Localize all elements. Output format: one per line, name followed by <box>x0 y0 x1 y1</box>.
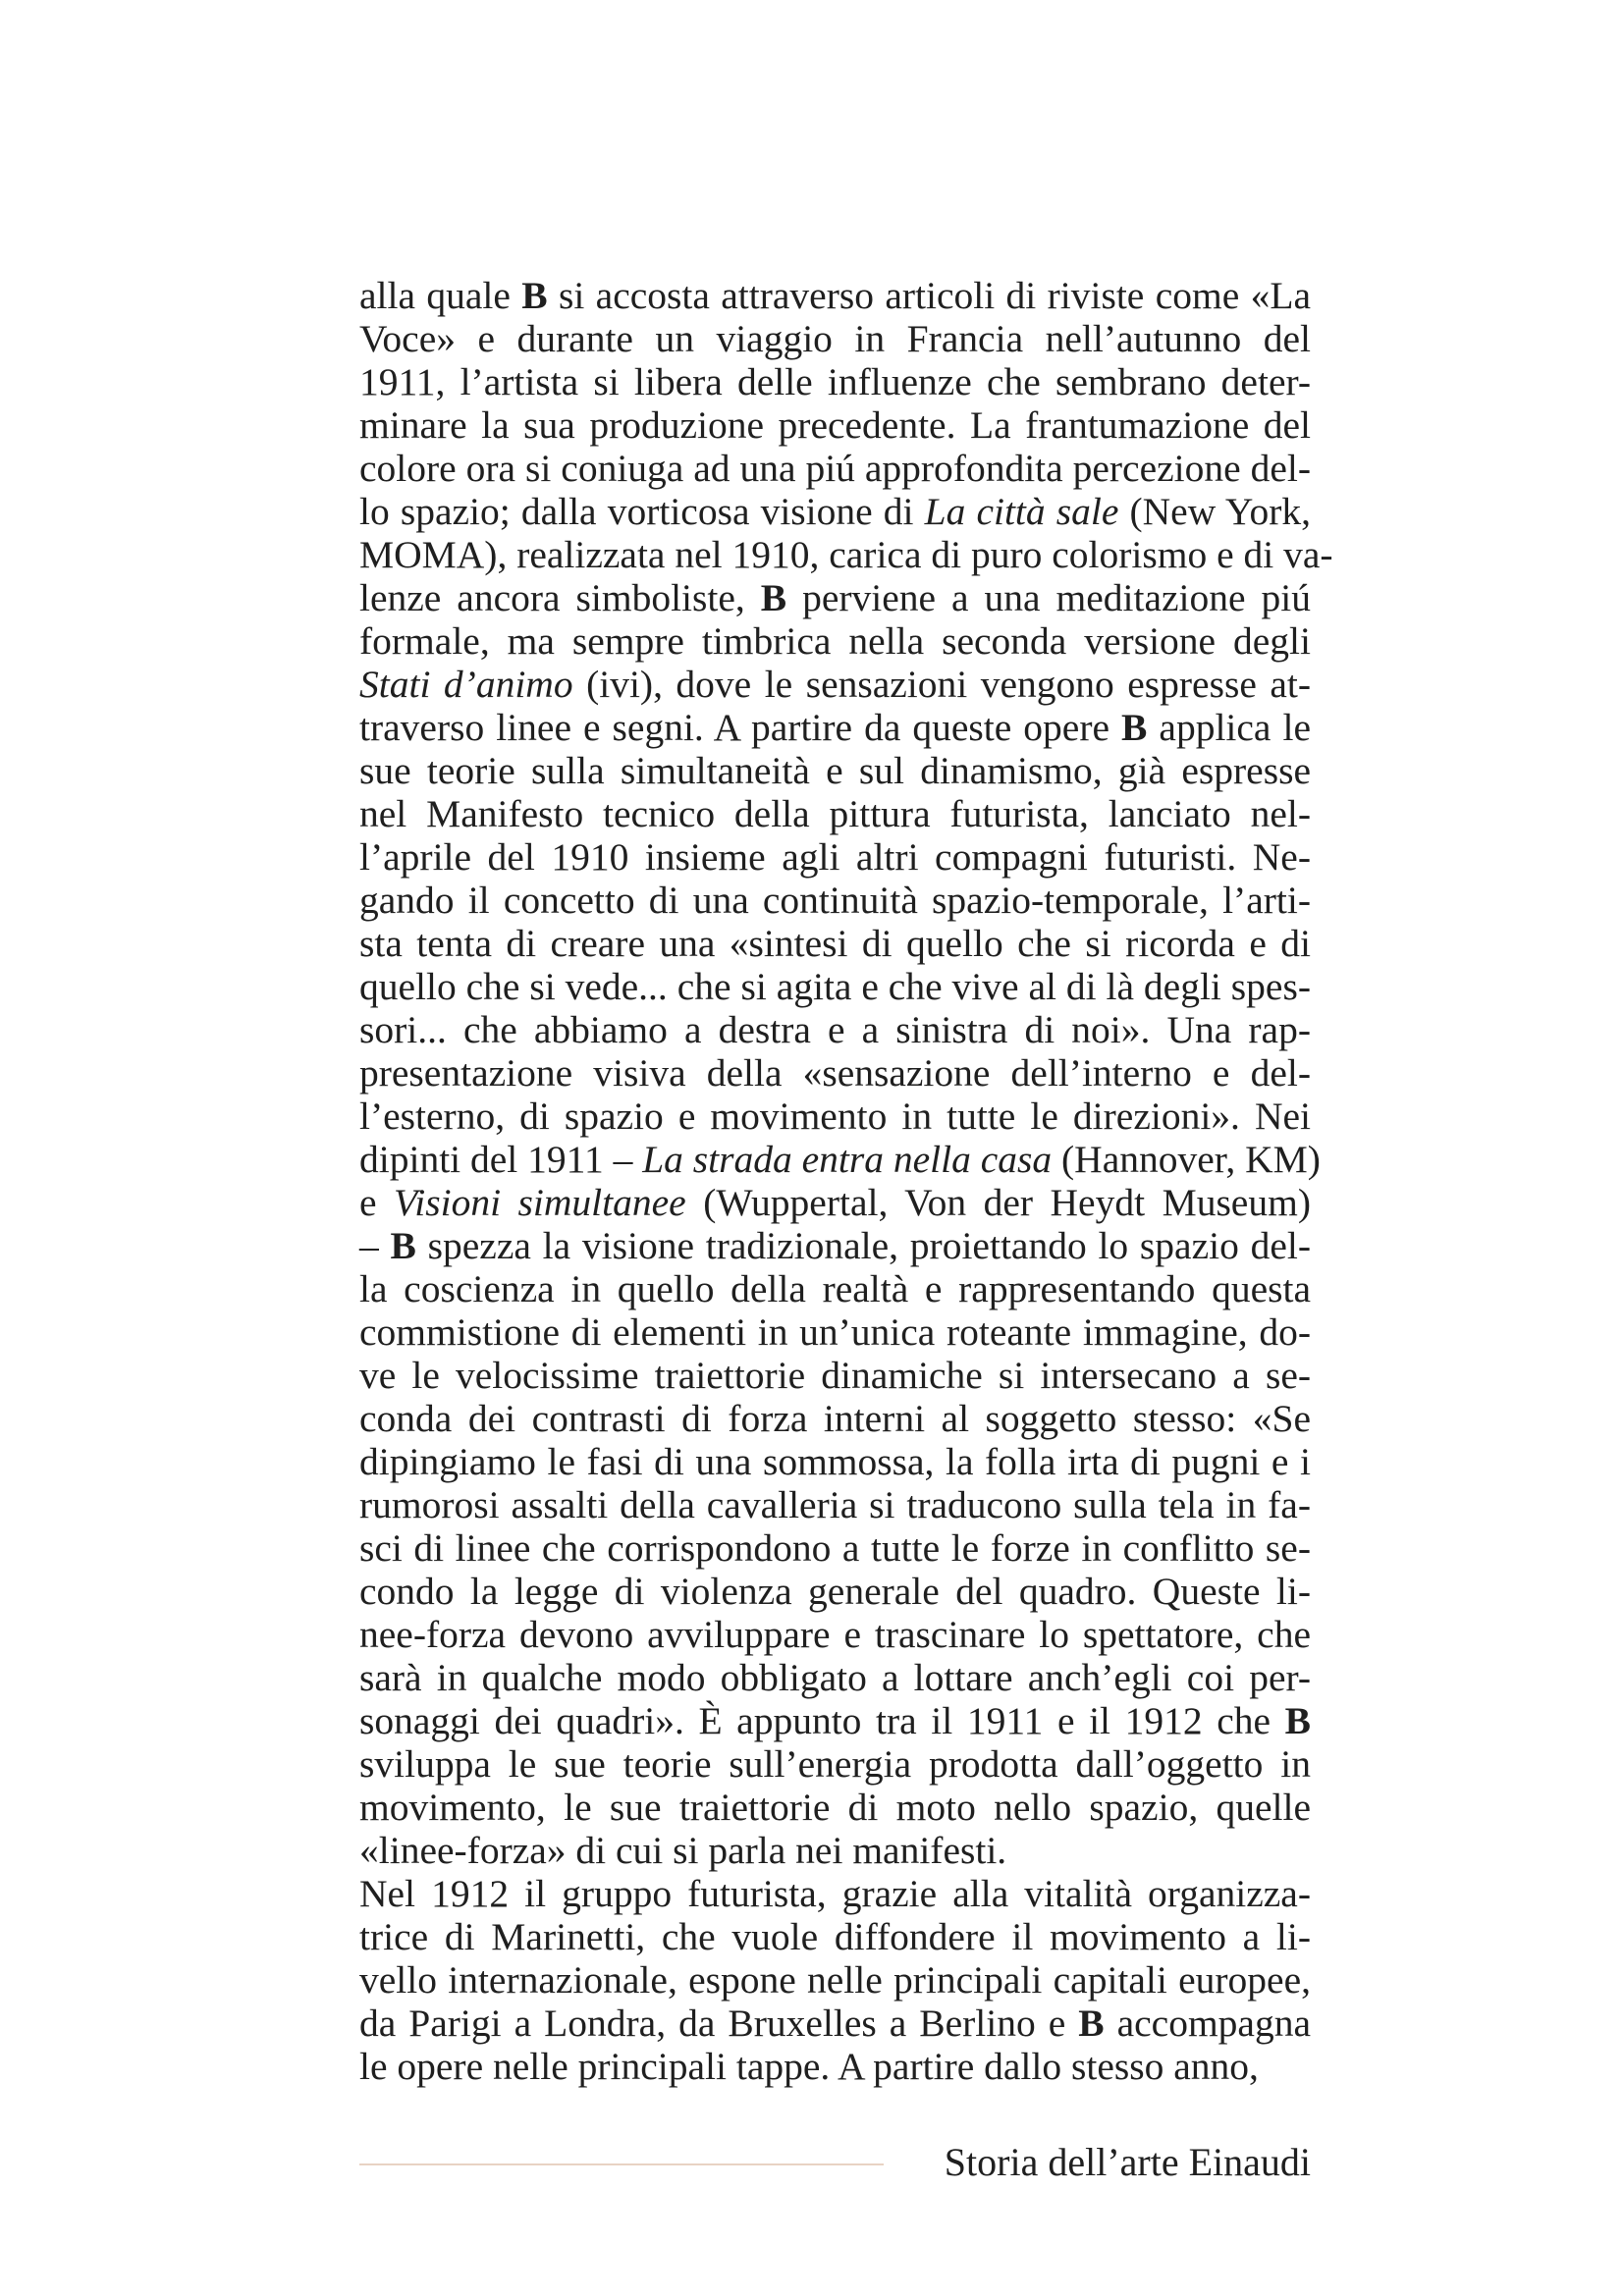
text-segment: traverso linee e segni. A partire da queste opere <box>359 706 1122 749</box>
text-segment: l’esterno, di spazio e movimento in tutte le direzioni». Nei <box>359 1095 1311 1138</box>
artwork-title: Visioni simultanee <box>394 1181 686 1224</box>
text-line <box>359 1872 1311 1915</box>
text-segment: sci di linee che corrispondono a tutte le forze in conflitto se- <box>359 1526 1311 1570</box>
artwork-title: La strada entra nella casa <box>642 1138 1053 1181</box>
text-line <box>359 1181 1311 1224</box>
footer-rule <box>359 2163 884 2165</box>
text-line <box>359 749 1311 792</box>
text-segment: vello internazionale, espone nelle principali capitali europee, <box>359 1958 1311 2002</box>
text-line <box>359 1699 1311 1742</box>
text-line <box>359 965 1311 1008</box>
text-segment: spezza la visione tradizionale, proiettando lo spazio del- <box>415 1224 1312 1267</box>
text-line <box>359 1051 1311 1095</box>
text-line <box>359 447 1311 490</box>
text-line <box>359 1354 1311 1397</box>
text-segment: commistione di elementi in un’unica roteante immagine, do- <box>359 1310 1311 1354</box>
text-line <box>359 922 1311 965</box>
text-segment: 1911, l’artista si libera delle influenze che sembrano deter- <box>359 360 1311 403</box>
text-line <box>359 1397 1311 1440</box>
text-line <box>359 1008 1311 1051</box>
text-segment: Voce» e durante un viaggio in Francia nell’autunno del <box>359 317 1311 360</box>
text-line <box>359 1526 1311 1570</box>
text-line <box>359 2002 1311 2045</box>
text-segment: le opere nelle principali tappe. A partire dallo stesso anno, <box>359 2045 1259 2088</box>
author-initial: B <box>1078 2002 1105 2045</box>
text-segment: dipinti del 1911 – <box>359 1138 643 1181</box>
author-initial: B <box>1121 706 1148 749</box>
text-segment: e <box>359 1181 395 1224</box>
text-line <box>359 1829 1311 1872</box>
text-line <box>359 2045 1311 2088</box>
text-segment: sta tenta di creare una «sintesi di quello che si ricorda e di <box>359 922 1311 965</box>
artwork-title: Stati d’animo <box>359 663 573 706</box>
text-line <box>359 1915 1311 1958</box>
text-line <box>359 706 1311 749</box>
text-segment: sori... che abbiamo a destra e a sinistra di noi». Una rap- <box>359 1008 1311 1051</box>
footer-title: Storia dell’arte Einaudi <box>944 2140 1311 2184</box>
text-segment: alla quale <box>359 274 522 317</box>
text-segment: movimento, le sue traiettorie di moto nello spazio, quelle <box>359 1786 1311 1829</box>
text-line <box>359 792 1311 835</box>
text-segment: (Hannover, KM) <box>1052 1138 1321 1181</box>
text-line <box>359 1570 1311 1613</box>
text-segment: nel Manifesto tecnico della pittura futurista, lanciato nel- <box>359 792 1311 835</box>
text-segment: Nel 1912 il gruppo futurista, grazie alla vitalità organizza- <box>359 1872 1311 1915</box>
text-segment: colore ora si coniuga ad una piú approfondita percezione del- <box>359 447 1311 490</box>
text-line <box>359 1310 1311 1354</box>
text-segment: conda dei contrasti di forza interni al soggetto stesso: «Se <box>359 1397 1311 1440</box>
text-segment: condo la legge di violenza generale del quadro. Queste li- <box>359 1570 1311 1613</box>
text-line <box>359 619 1311 663</box>
text-segment: (New York, <box>1118 490 1311 533</box>
text-segment: l’aprile del 1910 insieme agli altri compagni futuristi. Ne- <box>359 835 1311 879</box>
author-initial: B <box>1284 1699 1311 1742</box>
author-initial: B <box>521 274 548 317</box>
text-segment: trice di Marinetti, che vuole diffondere il movimento a li- <box>359 1915 1311 1958</box>
text-line <box>359 1483 1311 1526</box>
body-text <box>359 274 1333 2088</box>
text-segment: accompagna <box>1104 2002 1311 2045</box>
text-segment: presentazione visiva della «sensazione dell’interno e del- <box>359 1051 1311 1095</box>
text-line <box>359 1742 1311 1786</box>
text-segment: sviluppa le sue teorie sull’energia prodotta dall’oggetto in <box>359 1742 1311 1786</box>
text-segment: (ivi), dove le sensazioni vengono espresse at- <box>572 663 1312 706</box>
text-line <box>359 1224 1311 1267</box>
text-segment: si accosta attraverso articoli di riviste come «La <box>547 274 1311 317</box>
text-segment: – <box>359 1224 391 1267</box>
text-segment: sue teorie sulla simultaneità e sul dinamismo, già espresse <box>359 749 1311 792</box>
text-line <box>359 274 1311 317</box>
text-segment: ve le velocissime traiettorie dinamiche si intersecano a se- <box>359 1354 1311 1397</box>
text-segment: sarà in qualche modo obbligato a lottare anch’egli coi per- <box>359 1656 1311 1699</box>
text-line <box>359 317 1311 360</box>
artwork-title: La città sale <box>924 490 1119 533</box>
text-segment: MOMA), realizzata nel 1910, carica di puro colorismo e di va- <box>359 533 1333 576</box>
text-segment: (Wuppertal, Von der Heydt Museum) <box>685 1181 1311 1224</box>
text-segment: perviene a una meditazione piú <box>786 576 1311 619</box>
text-segment: lo spazio; dalla vorticosa visione di <box>359 490 925 533</box>
text-line <box>359 879 1311 922</box>
author-initial: B <box>390 1224 416 1267</box>
author-initial: B <box>760 576 787 619</box>
text-line <box>359 1267 1311 1310</box>
text-line <box>359 1786 1311 1829</box>
text-line <box>359 533 1333 576</box>
text-segment: gando il concetto di una continuità spazio-temporale, l’arti- <box>359 879 1311 922</box>
text-line <box>359 490 1311 533</box>
text-segment: minare la sua produzione precedente. La frantumazione del <box>359 403 1311 447</box>
text-line <box>359 1095 1311 1138</box>
text-line <box>359 1440 1311 1483</box>
text-segment: «linee-forza» di cui si parla nei manifesti. <box>359 1829 1007 1872</box>
text-segment: quello che si vede... che si agita e che vive al di là degli spes- <box>359 965 1311 1008</box>
text-segment: nee-forza devono avvilupparе e trascinare lo spettatore, che <box>359 1613 1311 1656</box>
text-line <box>359 835 1311 879</box>
text-line <box>359 1958 1311 2002</box>
text-segment: la coscienza in quello della realtà e rappresentando questa <box>359 1267 1311 1310</box>
text-segment: formale, ma sempre timbrica nella seconda versione degli <box>359 619 1311 663</box>
text-line <box>359 1613 1311 1656</box>
text-segment: dipingiamo le fasi di una sommossa, la folla irta di pugni e i <box>359 1440 1311 1483</box>
text-segment: sonaggi dei quadri». È appunto tra il 1911 e il 1912 che <box>359 1699 1285 1742</box>
text-segment: lenze ancora simboliste, <box>359 576 761 619</box>
text-line <box>359 403 1311 447</box>
text-line <box>359 360 1311 403</box>
text-line <box>359 663 1311 706</box>
text-segment: rumorosi assalti della cavalleria si traducono sulla tela in fa- <box>359 1483 1311 1526</box>
text-line <box>359 1138 1321 1181</box>
text-segment: da Parigi a Londra, da Bruxelles a Berlino e <box>359 2002 1079 2045</box>
text-line <box>359 1656 1311 1699</box>
text-segment: applica le <box>1147 706 1311 749</box>
text-line <box>359 576 1311 619</box>
